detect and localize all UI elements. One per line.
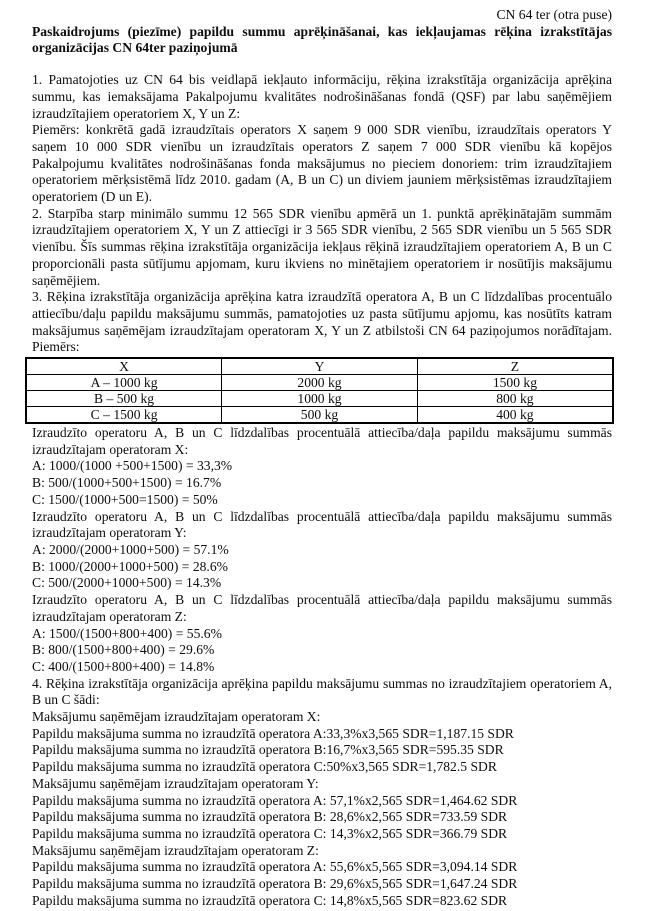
payment-line: Papildu maksājuma summa no izraudzītā operatora C: 14,8%x5,565 SDR=823.62 SDR [32,892,508,908]
table-header-x: X [26,358,222,375]
form-code-label: CN 64 ter (otra puse) [496,7,612,22]
share-formula: A: 1000/(1000 +500+1500) = 33,3% [32,458,233,474]
share-formula: B: 1000/(2000+1000+500) = 28.6% [32,558,228,574]
payment-intro: Maksājumu saņēmējam izraudzītajam operatoram Y: [32,775,319,791]
table-cell: 800 kg [417,391,613,407]
payment-line: Papildu maksājuma summa no izraudzītā operatora A:33,3%x3,565 SDR=1,187.15 SDR [32,725,514,741]
share-intro: Izraudzīto operatoru A, B un C līdzdalības procentuālā attiecība/daļa papildu maksājumu summās izraudzītajam operatoram Z: [32,592,612,624]
table-cell: A – 1000 kg [26,375,222,391]
payment-intro: Maksājumu saņēmējam izraudzītajam operatoram X: [32,709,321,725]
share-formula: C: 400/(1500+800+400) = 14.8% [32,658,215,674]
share-formula: B: 500/(1000+500+1500) = 16.7% [32,475,222,491]
payment-line: Papildu maksājuma summa no izraudzītā operatora C:50%x3,565 SDR=1,782.5 SDR [32,759,497,775]
table-cell: 400 kg [417,407,613,424]
share-formula: A: 1500/(1500+800+400) = 55.6% [32,625,222,641]
table-header-z: Z [417,358,613,375]
table-cell: 2000 kg [222,375,418,391]
paragraph-2: 2. Starpība starp minimālo summu 12 565 SDR vienību apmērā un 1. punktā aprēķinātajām summām izraudzītajiem operatoriem X, Y un Z attiecīgi ir 3 565 SDR vienību, 2 565 SDR vienību un 5 565 SDR vienību. Šīs summas rēķina izrakstītāja organizācija iekļaus rēķinā izraudzītajiem operatoriem A, B un C proporcionāli pasta sūtījumu apjomam, kuru ikviens no minētajiem operatoriem ir nosūtījis maksājumu saņēmējiem. [32,205,612,288]
paragraph-4: 4. Rēķina izrakstītāja organizācija aprēķina papildu maksājumu summas no izraudzītajiem operatoriem A, B un C šādi: [32,675,612,708]
table-row [26,407,613,424]
table-cell: 1000 kg [222,391,418,407]
payment-line: Papildu maksājuma summa no izraudzītā operatora B:16,7%x3,565 SDR=595.35 SDR [32,742,504,758]
payment-intro: Maksājumu saņēmējam izraudzītajam operatoram Z: [32,842,319,858]
share-intro: Izraudzīto operatoru A, B un C līdzdalības procentuālā attiecība/daļa papildu maksājumu summās izraudzītajam operatoram X: [32,425,612,457]
share-group-y [32,509,612,593]
table-header-y: Y [222,358,418,375]
share-formula: C: 1500/(1000+500=1500) = 50% [32,491,218,507]
table-cell: B – 500 kg [26,391,222,407]
paragraph-3: 3. Rēķina izrakstītāja organizācija aprēķina katra izraudzītā operatora A, B un C līdzdalības procentuālo attiecību/daļu papildu maksājumu summās, pamatojoties uz pasta sūtījumu apjomu, kas nosūtīts katram maksājumus saņēmējam izraudzītajam operatoram X, Y un Z atbilstoši CN 64 paziņojumos norādītajam. Piemērs: [32,289,612,355]
document-title: Paskaidrojums (piezīme) papildu summu aprēķināšanai, kas iekļaujamas rēķina izrakstītājas organizācijas CN 64ter paziņojumā [32,23,612,56]
share-group-x [32,425,612,509]
payment-line: Papildu maksājuma summa no izraudzītā operatora B: 29,6%x5,565 SDR=1,647.24 SDR [32,876,518,892]
share-formula: A: 2000/(2000+1000+500) = 57.1% [32,541,229,557]
share-intro: Izraudzīto operatoru A, B un C līdzdalības procentuālā attiecība/daļa papildu maksājumu summās izraudzītajam operatoram Y: [32,508,612,541]
share-formula: C: 500/(2000+1000+500) = 14.3% [32,575,222,591]
table-row [26,375,613,391]
paragraph-1-example: Piemērs: konkrētā gadā izraudzītais operators X saņem 9 000 SDR vienību, izraudzītais operators Y saņem 10 000 SDR vienību un izraudzītais operators Z saņem 7 000 SDR vienību kā kopējos Pakalpojumu kvalitātes nodrošināšanas fonda maksājumus no pieciem donoriem: trim izraudzītajiem operatoriem mērķsistēmā līdz 2010. gadam (A, B un C) un diviem jauniem mērķsistēmas izraudzītajiem operatoriem (D un E). [32,122,612,205]
paragraph-1: 1. Pamatojoties uz CN 64 bis veidlapā iekļauto informāciju, rēķina izrakstītāja organizācija aprēķina summu, kas iemaksājama Pakalpojumu kvalitātes nodrošināšanas fondā (QSF) par labu saņēmējiem izraudzītajiem operatoriem X, Y un Z: [32,72,612,121]
payment-group-x [32,709,612,776]
table-cell: 1500 kg [417,375,613,391]
payment-line: Papildu maksājuma summa no izraudzītā operatora A: 57,1%x2,565 SDR=1,464.62 SDR [32,792,518,808]
share-formula: B: 800/(1500+800+400) = 29.6% [32,642,215,658]
payment-group-y [32,776,612,843]
share-group-z [32,592,612,676]
table-cell: 500 kg [222,407,418,424]
table-header-row [26,358,613,375]
payment-line: Papildu maksājuma summa no izraudzītā operatora B: 28,6%x2,565 SDR=733.59 SDR [32,809,508,825]
table-cell: C – 1500 kg [26,407,222,424]
payment-line: Papildu maksājuma summa no izraudzītā operatora C: 14,3%x2,565 SDR=366.79 SDR [32,825,508,841]
volumes-table [25,357,614,424]
payment-line: Papildu maksājuma summa no izraudzītā operatora A: 55,6%x5,565 SDR=3,094.14 SDR [32,859,518,875]
table-row [26,391,613,407]
payment-group-z [32,843,612,910]
